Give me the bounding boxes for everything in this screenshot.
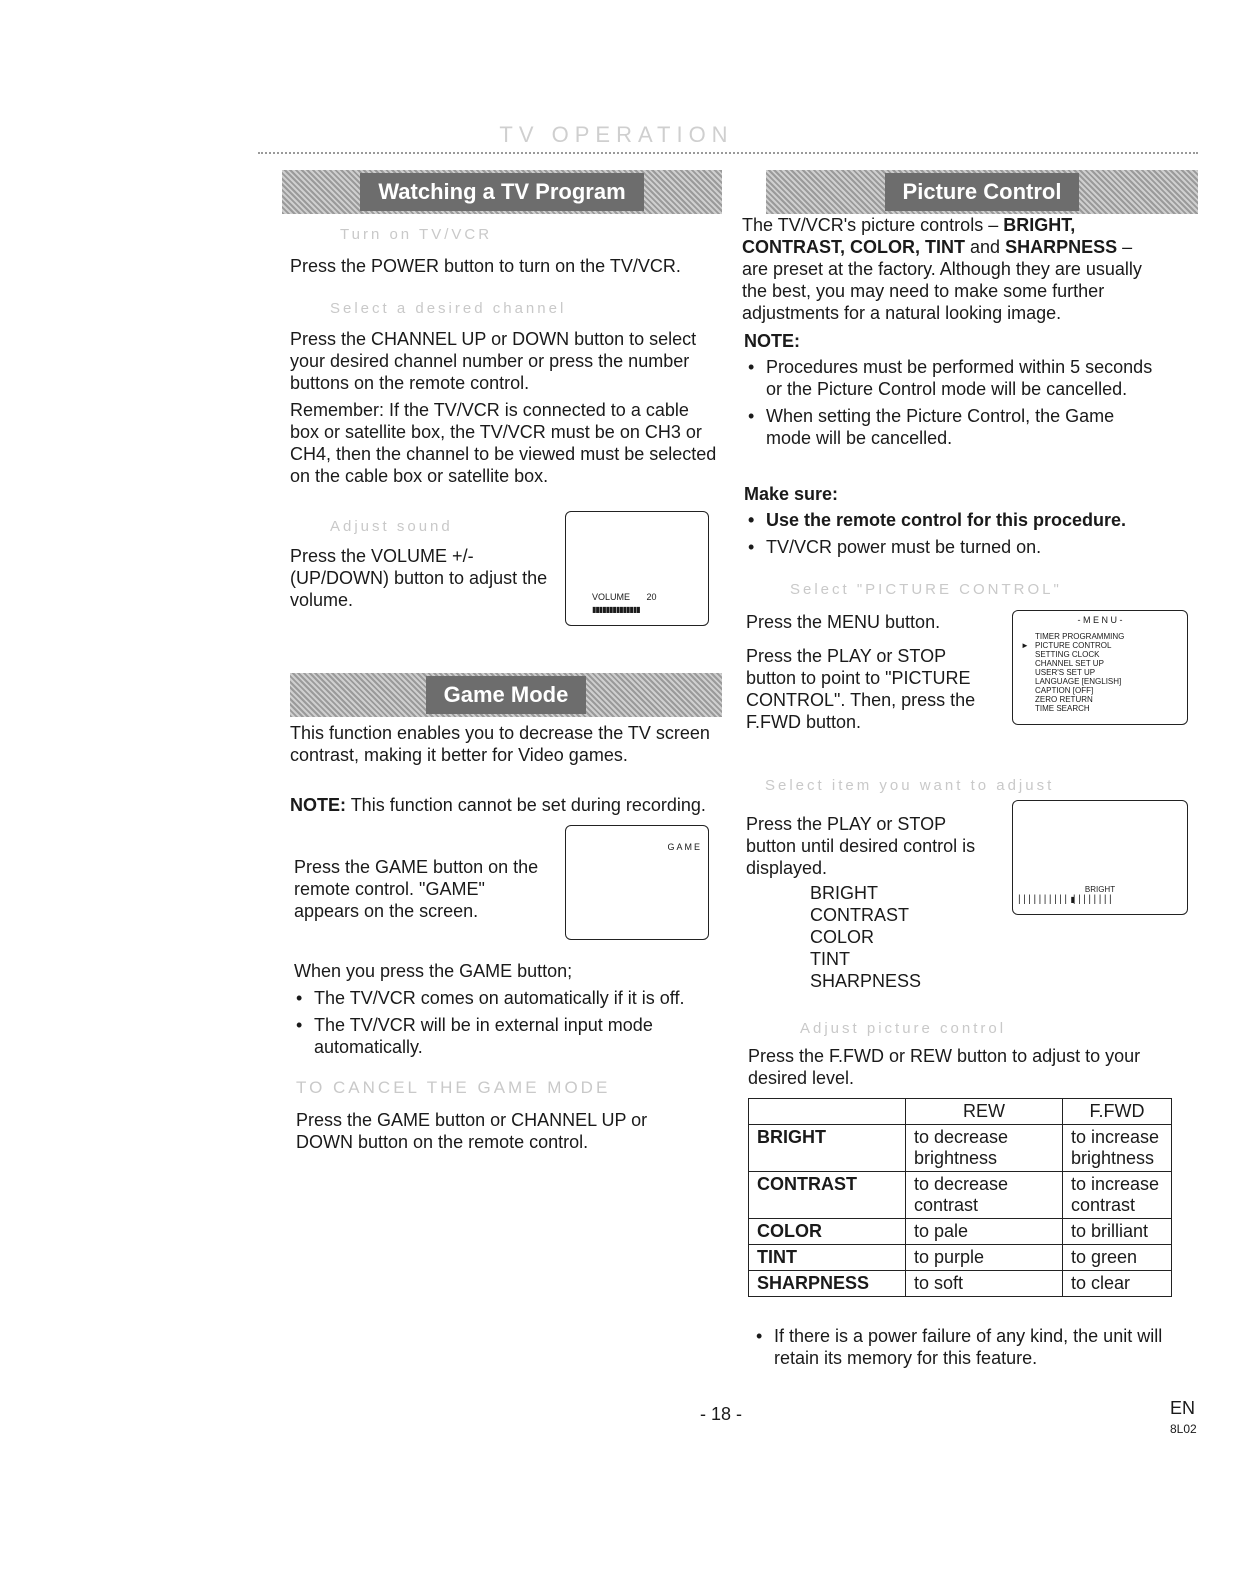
table-cell: to increase contrast: [1063, 1172, 1172, 1219]
table-header-cell: [749, 1099, 906, 1125]
table-cell: to increase brightness: [1063, 1125, 1172, 1172]
table-cell: to soft: [906, 1271, 1063, 1297]
bright-screen-bar: ▏▏▏▏▏▏▏▏▏▏▮▏▏▏▏▏▏▏▏: [1019, 895, 1116, 904]
list-item: • Use the remote control for this procedure.: [746, 509, 1186, 531]
menu-item: CAPTION [OFF]: [1035, 686, 1094, 695]
table-header-cell: REW: [906, 1099, 1063, 1125]
volume-screen: [565, 511, 709, 626]
picture-intro-bold-1: BRIGHT, CONTRAST, COLOR, TINT: [742, 215, 1076, 257]
bright-screen-label: BRIGHT: [1084, 885, 1116, 894]
page-header-title: TV OPERATION: [499, 122, 734, 147]
picture-intro-bold-2: SHARPNESS: [1005, 237, 1118, 257]
menu-item: PICTURE CONTROL: [1035, 641, 1112, 650]
step2-faint-heading: Select a desired channel: [330, 300, 567, 317]
channel-instruction: Press the CHANNEL UP or DOWN button to select your desired channel number or press the number buttons on the remote control.: [290, 329, 697, 393]
game-screen: [565, 825, 709, 940]
adjust-instruction: Press the F.FWD or REW button to adjust to your desired level.: [748, 1046, 1141, 1088]
menu-item: SETTING CLOCK: [1035, 650, 1100, 659]
control-list: [810, 882, 921, 992]
picture-note-label: NOTE:: [744, 331, 800, 351]
banner-picture-control: [766, 170, 1198, 214]
table-cell: to clear: [1063, 1271, 1172, 1297]
picture-intro: [742, 214, 1162, 324]
menu-play-instruction: Press the PLAY or STOP button to point to "PICTURE CONTROL". Then, press the F.FWD button.: [746, 646, 976, 732]
control-item: COLOR: [810, 927, 875, 947]
picture-intro-3: – are preset at the factory. Although they are usually the best, you may need to make some further adjustments for a natural looking image.: [742, 237, 1142, 323]
table-row: [749, 1219, 1172, 1245]
power-instruction: Press the POWER button to turn on the TV/VCR.: [290, 256, 681, 276]
table-cell: to purple: [906, 1245, 1063, 1271]
table-row: [749, 1172, 1172, 1219]
control-item: CONTRAST: [810, 905, 909, 925]
page-number: - 18 -: [700, 1404, 743, 1424]
menu-screen: [1012, 610, 1188, 725]
list-item: • When setting the Picture Control, the Game mode will be cancelled.: [746, 405, 1156, 449]
table-row: [749, 1125, 1172, 1172]
step3-faint-heading: Adjust sound: [330, 518, 453, 535]
table-cell: to brilliant: [1063, 1219, 1172, 1245]
banner-picture-control-label: Picture Control: [885, 173, 1080, 211]
bright-screen: [1012, 800, 1188, 915]
table-cell-label: COLOR: [749, 1219, 906, 1245]
footer-lang: EN: [1170, 1398, 1196, 1418]
game-screen-label: GAME: [667, 842, 702, 852]
header-divider: [258, 152, 1198, 154]
cancel-instruction: Press the GAME button or CHANNEL UP or DOWN button on the remote control.: [296, 1110, 648, 1152]
menu-screen-items: [1035, 632, 1124, 713]
volume-label: VOLUME: [592, 592, 631, 602]
table-cell: to decrease contrast: [906, 1172, 1063, 1219]
banner-game-mode: [290, 673, 722, 717]
table-header-row: [749, 1099, 1172, 1125]
menu-item: TIME SEARCH: [1035, 704, 1090, 713]
table-cell-label: TINT: [749, 1245, 906, 1271]
select-control-instruction: Press the PLAY or STOP button until desired control is displayed.: [746, 814, 976, 878]
menu-pointer-icon: ►: [1021, 641, 1029, 650]
table-row: [749, 1245, 1172, 1271]
table-cell: to pale: [906, 1219, 1063, 1245]
remember-note: Remember: If the TV/VCR is connected to a cable box or satellite box, the TV/VCR must be on CH3 or CH4, then the channel to be viewed must be selected on the cable box or satellite box.: [290, 400, 717, 486]
list-item: • Procedures must be performed within 5 seconds or the Picture Control mode will be cancelled.: [746, 356, 1156, 400]
menu-item: USER'S SET UP: [1035, 668, 1096, 677]
picture-note-list: [746, 356, 1156, 449]
pc-step3-faint-heading: Adjust picture control: [800, 1020, 1007, 1037]
volume-instruction: Press the VOLUME +/- (UP/DOWN) button to adjust the volume.: [290, 546, 548, 610]
when-press-list: [294, 987, 734, 1058]
menu-item: TIMER PROGRAMMING: [1035, 632, 1125, 641]
list-item: • The TV/VCR comes on automatically if it is off.: [294, 987, 734, 1009]
game-note-label: NOTE:: [290, 795, 346, 815]
control-item: BRIGHT: [810, 883, 879, 903]
make-sure-list: [746, 509, 1186, 558]
table-header-cell: F.FWD: [1063, 1099, 1172, 1125]
volume-screen-label: [592, 592, 657, 602]
game-note-text: This function cannot be set during recording.: [350, 795, 706, 815]
banner-watching-tv: [282, 170, 722, 214]
banner-game-mode-label: Game Mode: [426, 676, 587, 714]
volume-bar: ▮▮▮▮▮▮▮▮▮▮▮▮▮▮: [592, 605, 640, 614]
cancel-faint-heading: TO CANCEL THE GAME MODE: [296, 1078, 611, 1097]
pc-step2-faint-heading: Select item you want to adjust: [765, 777, 1055, 794]
table-cell: to decrease brightness: [906, 1125, 1063, 1172]
make-sure-label: Make sure:: [744, 484, 839, 504]
menu-item: LANGUAGE [ENGLISH]: [1035, 677, 1122, 686]
footer-code: 8L02: [1170, 1422, 1197, 1436]
power-failure-note: • If there is a power failure of any kind, the unit will retain its memory for this feature.: [754, 1325, 1164, 1369]
banner-watching-tv-label: Watching a TV Program: [360, 173, 643, 211]
menu-item: ZERO RETURN: [1035, 695, 1093, 704]
menu-press-instruction: Press the MENU button.: [746, 612, 941, 632]
control-item: TINT: [810, 949, 850, 969]
game-note: [290, 794, 730, 816]
adjust-table: [748, 1098, 1172, 1297]
power-failure-note-list: [754, 1325, 1164, 1369]
table-row: [749, 1271, 1172, 1297]
table-cell: to green: [1063, 1245, 1172, 1271]
picture-intro-1: The TV/VCR's picture controls –: [742, 215, 999, 235]
list-item: • The TV/VCR will be in external input mode automatically.: [294, 1014, 734, 1058]
menu-screen-title: - M E N U -: [1077, 615, 1123, 625]
list-item: • TV/VCR power must be turned on.: [746, 536, 1186, 558]
table-cell-label: CONTRAST: [749, 1172, 906, 1219]
game-press-instruction: Press the GAME button on the remote control. "GAME" appears on the screen.: [294, 857, 539, 921]
when-press-text: When you press the GAME button;: [294, 961, 573, 981]
menu-item: CHANNEL SET UP: [1035, 659, 1104, 668]
picture-intro-2: and: [970, 237, 1001, 257]
control-item: SHARPNESS: [810, 971, 922, 991]
volume-value: 20: [646, 592, 657, 602]
step1-faint-heading: Turn on TV/VCR: [340, 226, 493, 243]
table-cell-label: SHARPNESS: [749, 1271, 906, 1297]
game-intro: This function enables you to decrease the TV screen contrast, making it better for Video games.: [290, 723, 710, 765]
pc-step1-faint-heading: Select "PICTURE CONTROL": [790, 581, 1062, 598]
table-cell-label: BRIGHT: [749, 1125, 906, 1172]
